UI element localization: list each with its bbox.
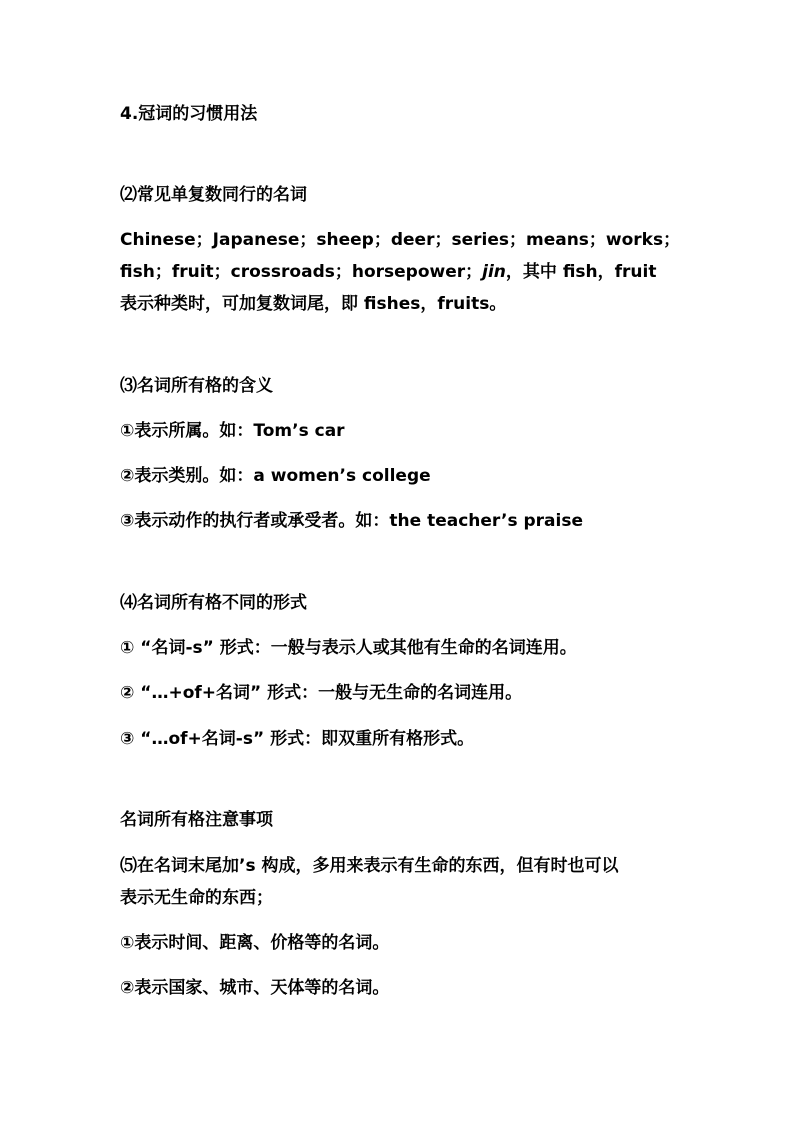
part2-line-2 [120, 256, 720, 288]
part3-item-3: ③表示动作的执行者或承受者。如：the teacher’s praise [120, 511, 584, 531]
section-title: 4.冠词的习惯用法 [120, 104, 258, 124]
part2-heading: ⑵常见单复数同行的名词 [120, 185, 307, 205]
part2-paragraph [120, 224, 720, 320]
notes-heading: 名词所有格注意事项 [120, 810, 273, 830]
notes-line-1: ⑸在名词末尾加’s 构成，多用来表示有生命的东西，但有时也可以 [120, 856, 619, 876]
part4-item-2: ② “…+of+名词” 形式：一般与无生命的名词连用。 [120, 683, 523, 703]
part2-line-2-b: ，其中 fish，fruit [505, 262, 657, 282]
part4-item-3: ③ “…of+名词-s” 形式：即双重所有格形式。 [120, 729, 475, 749]
part3-item-2: ②表示类别。如：a women’s college [120, 466, 431, 486]
part2-line-2-a: fish；fruit；crossroads；horsepower； [120, 262, 483, 282]
part2-line-1: Chinese；Japanese；sheep；deer；series；means；works； [120, 230, 681, 250]
part2-line-2-italic: jin [482, 262, 506, 282]
notes-paragraph [120, 850, 720, 914]
part3-heading: ⑶名词所有格的含义 [120, 376, 273, 396]
notes-item-2: ②表示国家、城市、天体等的名词。 [120, 978, 390, 998]
notes-line-2: 表示无生命的东西； [120, 888, 273, 908]
part4-heading: ⑷名词所有格不同的形式 [120, 593, 307, 613]
part4-item-1: ① “名词-s” 形式：一般与表示人或其他有生命的名词连用。 [120, 638, 577, 658]
part2-line-3: 表示种类时，可加复数词尾，即 fishes，fruits。 [120, 294, 507, 314]
part3-item-1: ①表示所属。如：Tom’s car [120, 421, 345, 441]
notes-item-1: ①表示时间、距离、价格等的名词。 [120, 933, 390, 953]
